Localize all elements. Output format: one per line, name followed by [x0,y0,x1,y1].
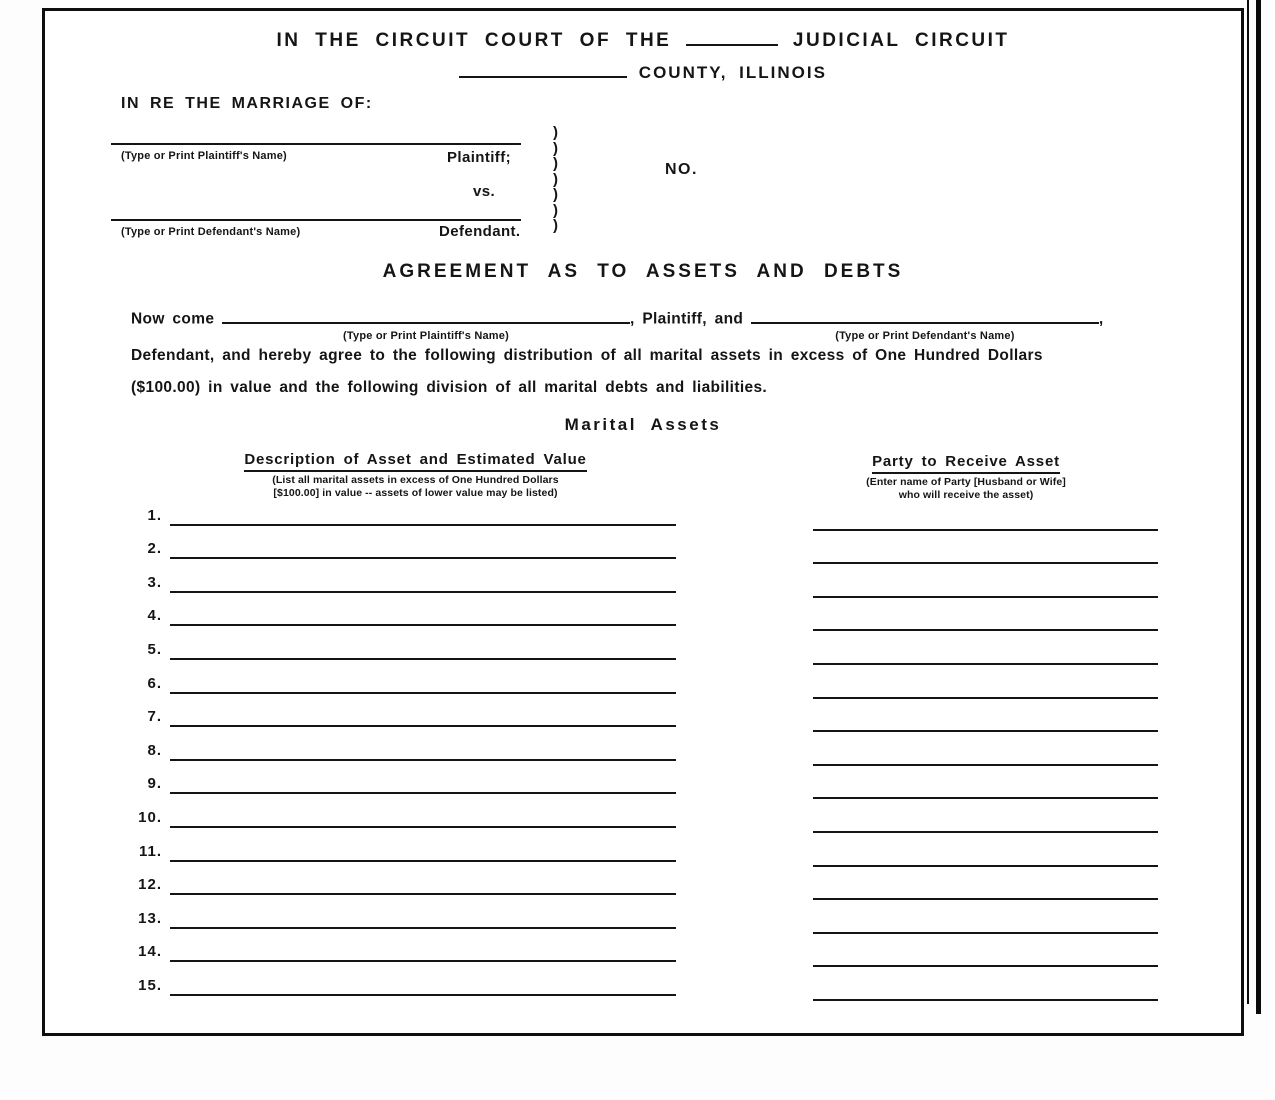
asset-description-field[interactable] [170,759,676,761]
receiving-party-hint-2: who will receive the asset) [898,488,1034,501]
asset-row [118,965,1163,999]
asset-row-number: 6. [147,674,162,692]
court-heading [45,25,1241,52]
asset-row [118,764,1163,798]
asset-row [118,932,1163,966]
asset-row [118,697,1163,731]
court-heading-post: JUDICIAL CIRCUIT [792,30,1010,51]
intro-plaintiff-name-field[interactable] [222,306,630,324]
county-label: COUNTY, ILLINOIS [638,63,827,82]
asset-row [118,730,1163,764]
asset-description-field[interactable] [170,994,676,996]
caption-paren: ) [553,170,558,188]
intro-defendant-hint: (Type or Print Defendant's Name) [835,329,1015,342]
intro-defendant-fill [751,306,1099,342]
scan-edge-rule-thin [1247,0,1249,1004]
caption-paren: ) [553,155,558,172]
receiving-party-column-title: Party to Receive Asset [872,453,1060,474]
form-page-frame [42,8,1244,1036]
intro-trailing-comma: , [1098,310,1104,328]
intro-line-2: Defendant, and hereby agree to the following distribution of all marital assets in excess of One Hundred Dollars [131,347,1043,364]
asset-row-number: 15. [138,976,162,994]
county-name-field[interactable] [459,59,627,78]
asset-row [118,898,1163,932]
vs-label: vs. [473,183,496,200]
asset-row-number: 4. [147,607,162,625]
asset-row [118,865,1163,899]
asset-row-number: 5. [147,640,162,658]
asset-description-field[interactable] [170,826,676,828]
intro-plaintiff-fill [222,306,630,342]
asset-row-number: 9. [147,775,162,793]
asset-description-field[interactable] [170,624,676,626]
intro-plaintiff-hint: (Type or Print Plaintiff's Name) [343,329,509,342]
scan-edge-rule-thick [1256,0,1261,1014]
plaintiff-name-hint: (Type or Print Plaintiff's Name) [121,150,287,162]
asset-row [118,562,1163,596]
now-come-text: Now come [131,310,215,328]
asset-description-hint-1: (List all marital assets in excess of One Hundred Dollars [272,474,559,486]
intro-defendant-name-field[interactable] [751,306,1099,324]
case-number-label: NO. [665,161,698,178]
asset-row-number: 14. [138,943,162,961]
asset-description-field[interactable] [170,893,676,895]
asset-row [118,529,1163,563]
county-heading [45,59,1241,83]
asset-row-number: 7. [147,708,162,726]
asset-description-field[interactable] [170,860,676,862]
asset-rows [118,495,1163,999]
asset-row-number: 2. [147,540,162,558]
in-re-marriage-label: IN RE THE MARRIAGE OF: [121,95,373,112]
asset-row [118,495,1163,529]
asset-description-column-header [163,451,668,499]
asset-description-hint-2: [$100.00] in value -- assets of lower value may be listed) [273,486,558,499]
plaintiff-name-field[interactable] [111,143,521,145]
asset-description-field[interactable] [170,557,676,559]
intro-line-3: ($100.00) in value and the following division of all marital debts and liabilities. [131,379,768,396]
caption-paren-column [553,125,558,234]
asset-description-field[interactable] [170,927,676,929]
marital-assets-heading: Marital Assets [564,415,722,434]
asset-description-field[interactable] [170,658,676,660]
asset-party-field[interactable] [813,999,1158,1001]
caption-paren: ) [553,124,558,141]
receiving-party-column-header [815,453,1117,501]
asset-row-number: 13. [138,909,162,927]
asset-row-number: 3. [147,573,162,591]
asset-row [118,797,1163,831]
caption-paren: ) [553,186,558,203]
asset-description-field[interactable] [170,960,676,962]
defendant-label: Defendant. [439,223,521,240]
asset-row [118,663,1163,697]
court-heading-pre: IN THE CIRCUIT COURT OF THE [276,30,672,51]
document-title: AGREEMENT AS TO ASSETS AND DEBTS [382,261,904,282]
asset-row [118,831,1163,865]
asset-row [118,596,1163,630]
asset-row-number: 12. [138,876,162,894]
defendant-name-hint: (Type or Print Defendant's Name) [121,226,301,238]
asset-description-field[interactable] [170,524,676,526]
asset-description-column-title: Description of Asset and Estimated Value [244,451,586,472]
caption-paren: ) [553,217,558,234]
asset-row-number: 1. [147,506,162,524]
plaintiff-label: Plaintiff; [447,149,511,166]
caption-paren: ) [553,201,558,219]
asset-row [118,629,1163,663]
caption-paren: ) [553,139,558,157]
defendant-name-field[interactable] [111,219,521,221]
intro-line-1 [131,306,1104,342]
asset-description-field[interactable] [170,591,676,593]
asset-description-field[interactable] [170,792,676,794]
judicial-circuit-number-field[interactable] [686,25,778,46]
asset-row-number: 8. [147,741,162,759]
asset-description-field[interactable] [170,725,676,727]
asset-row-number: 10. [138,808,162,826]
receiving-party-hint-1: (Enter name of Party [Husband or Wife] [866,476,1066,488]
asset-description-field[interactable] [170,692,676,694]
intro-mid-text: , Plaintiff, and [630,310,744,328]
asset-row-number: 11. [138,842,162,860]
